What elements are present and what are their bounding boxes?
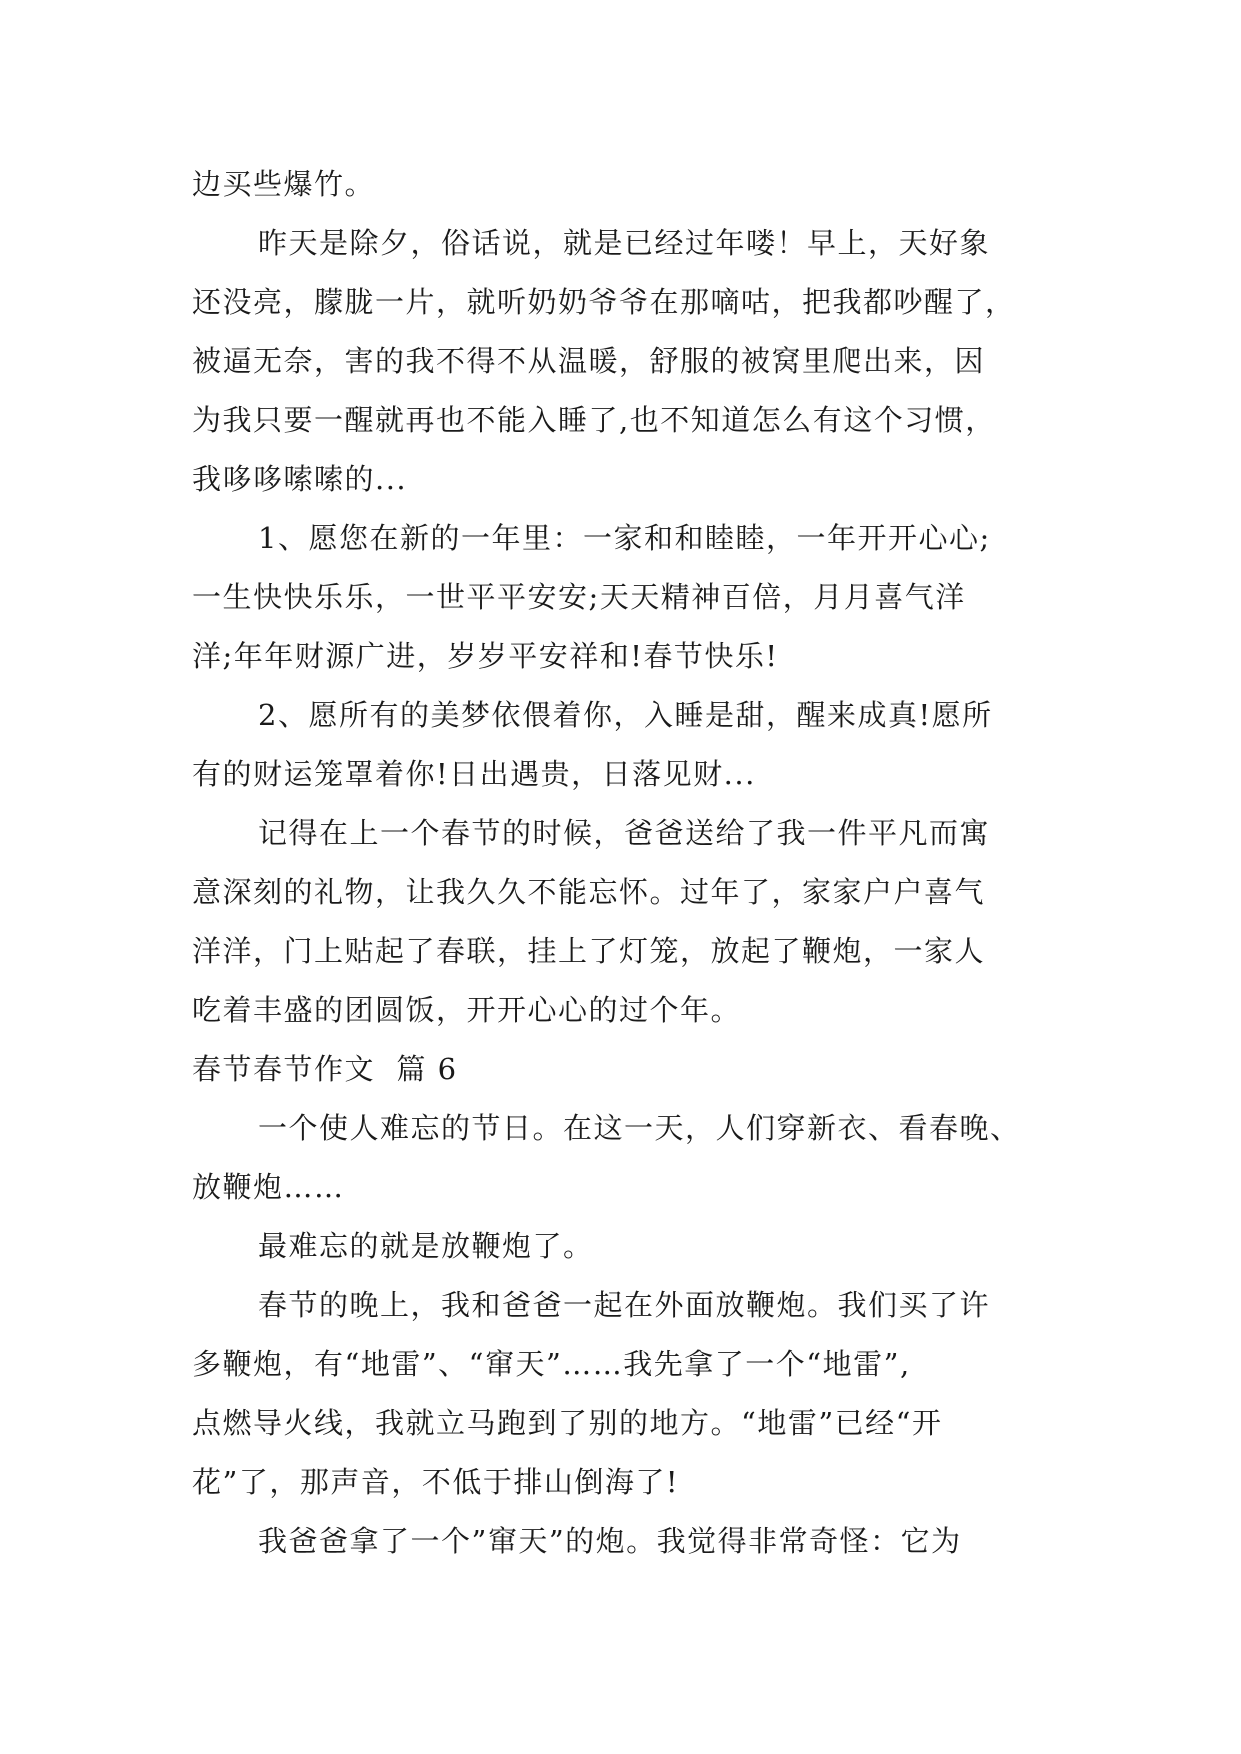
text-line: 记得在上一个春节的时候，爸爸送给了我一件平凡而寓 (258, 816, 991, 850)
paragraph (192, 1217, 1062, 1276)
text-line: 2、愿所有的美梦依偎着你，入睡是甜，醒来成真!愿所 (258, 698, 993, 732)
text-line: 我爸爸拿了一个”窜天”的炮。我觉得非常奇怪：它为 (258, 1524, 962, 1558)
text-line: 被逼无奈，害的我不得不从温暖，舒服的被窝里爬出来，因 (192, 344, 986, 378)
text-line: 一生快快乐乐，一世平平安安;天天精神百倍，月月喜气洋 (192, 580, 966, 614)
text-line: 有的财运笼罩着你!日出遇贵，日落见财... (192, 757, 756, 791)
text-line: 洋;年年财源广进，岁岁平安祥和!春节快乐! (192, 639, 779, 673)
text-line: 多鞭炮，有“地雷”、“窜天”……我先拿了一个“地雷”, (192, 1347, 911, 1381)
text-line: 意深刻的礼物，让我久久不能忘怀。过年了，家家户户喜气 (192, 875, 986, 909)
text-line: 春节的晚上，我和爸爸一起在外面放鞭炮。我们买了许 (258, 1288, 991, 1322)
text-line: 我哆哆嗦嗦的... (192, 462, 408, 496)
text-line: 为我只要一醒就再也不能入睡了,也不知道怎么有这个习惯， (192, 403, 996, 437)
paragraph-continuation (192, 155, 1062, 214)
paragraph (192, 1099, 1062, 1217)
section-heading (192, 1040, 1062, 1099)
text-line: 花”了，那声音，不低于排山倒海了! (192, 1465, 679, 1499)
text-line: 最难忘的就是放鞭炮了。 (258, 1229, 594, 1263)
paragraph (192, 1276, 1062, 1512)
text-line: 边买些爆竹。 (192, 167, 376, 201)
paragraph (192, 804, 1062, 1040)
text-line: 点燃导火线，我就立马跑到了别的地方。“地雷”已经“开 (192, 1406, 943, 1440)
paragraph (192, 686, 1062, 804)
text-line: 一个使人难忘的节日。在这一天，人们穿新衣、看春晚、 (258, 1111, 1021, 1145)
text-line: 还没亮，朦胧一片，就听奶奶爷爷在那嘀咕，把我都吵醒了， (192, 285, 1016, 319)
document-body (192, 155, 1062, 1571)
paragraph (192, 1512, 1062, 1571)
paragraph (192, 214, 1062, 509)
paragraph (192, 509, 1062, 686)
text-line: 洋洋，门上贴起了春联，挂上了灯笼，放起了鞭炮，一家人 (192, 934, 986, 968)
text-line: 1、愿您在新的一年里：一家和和睦睦，一年开开心心; (258, 521, 991, 555)
heading-text: 春节春节作文 篇 6 (192, 1052, 458, 1086)
text-line: 放鞭炮…… (192, 1170, 345, 1204)
text-line: 昨天是除夕，俗话说，就是已经过年喽！早上，天好象 (258, 226, 991, 260)
text-line: 吃着丰盛的团圆饭，开开心心的过个年。 (192, 993, 742, 1027)
